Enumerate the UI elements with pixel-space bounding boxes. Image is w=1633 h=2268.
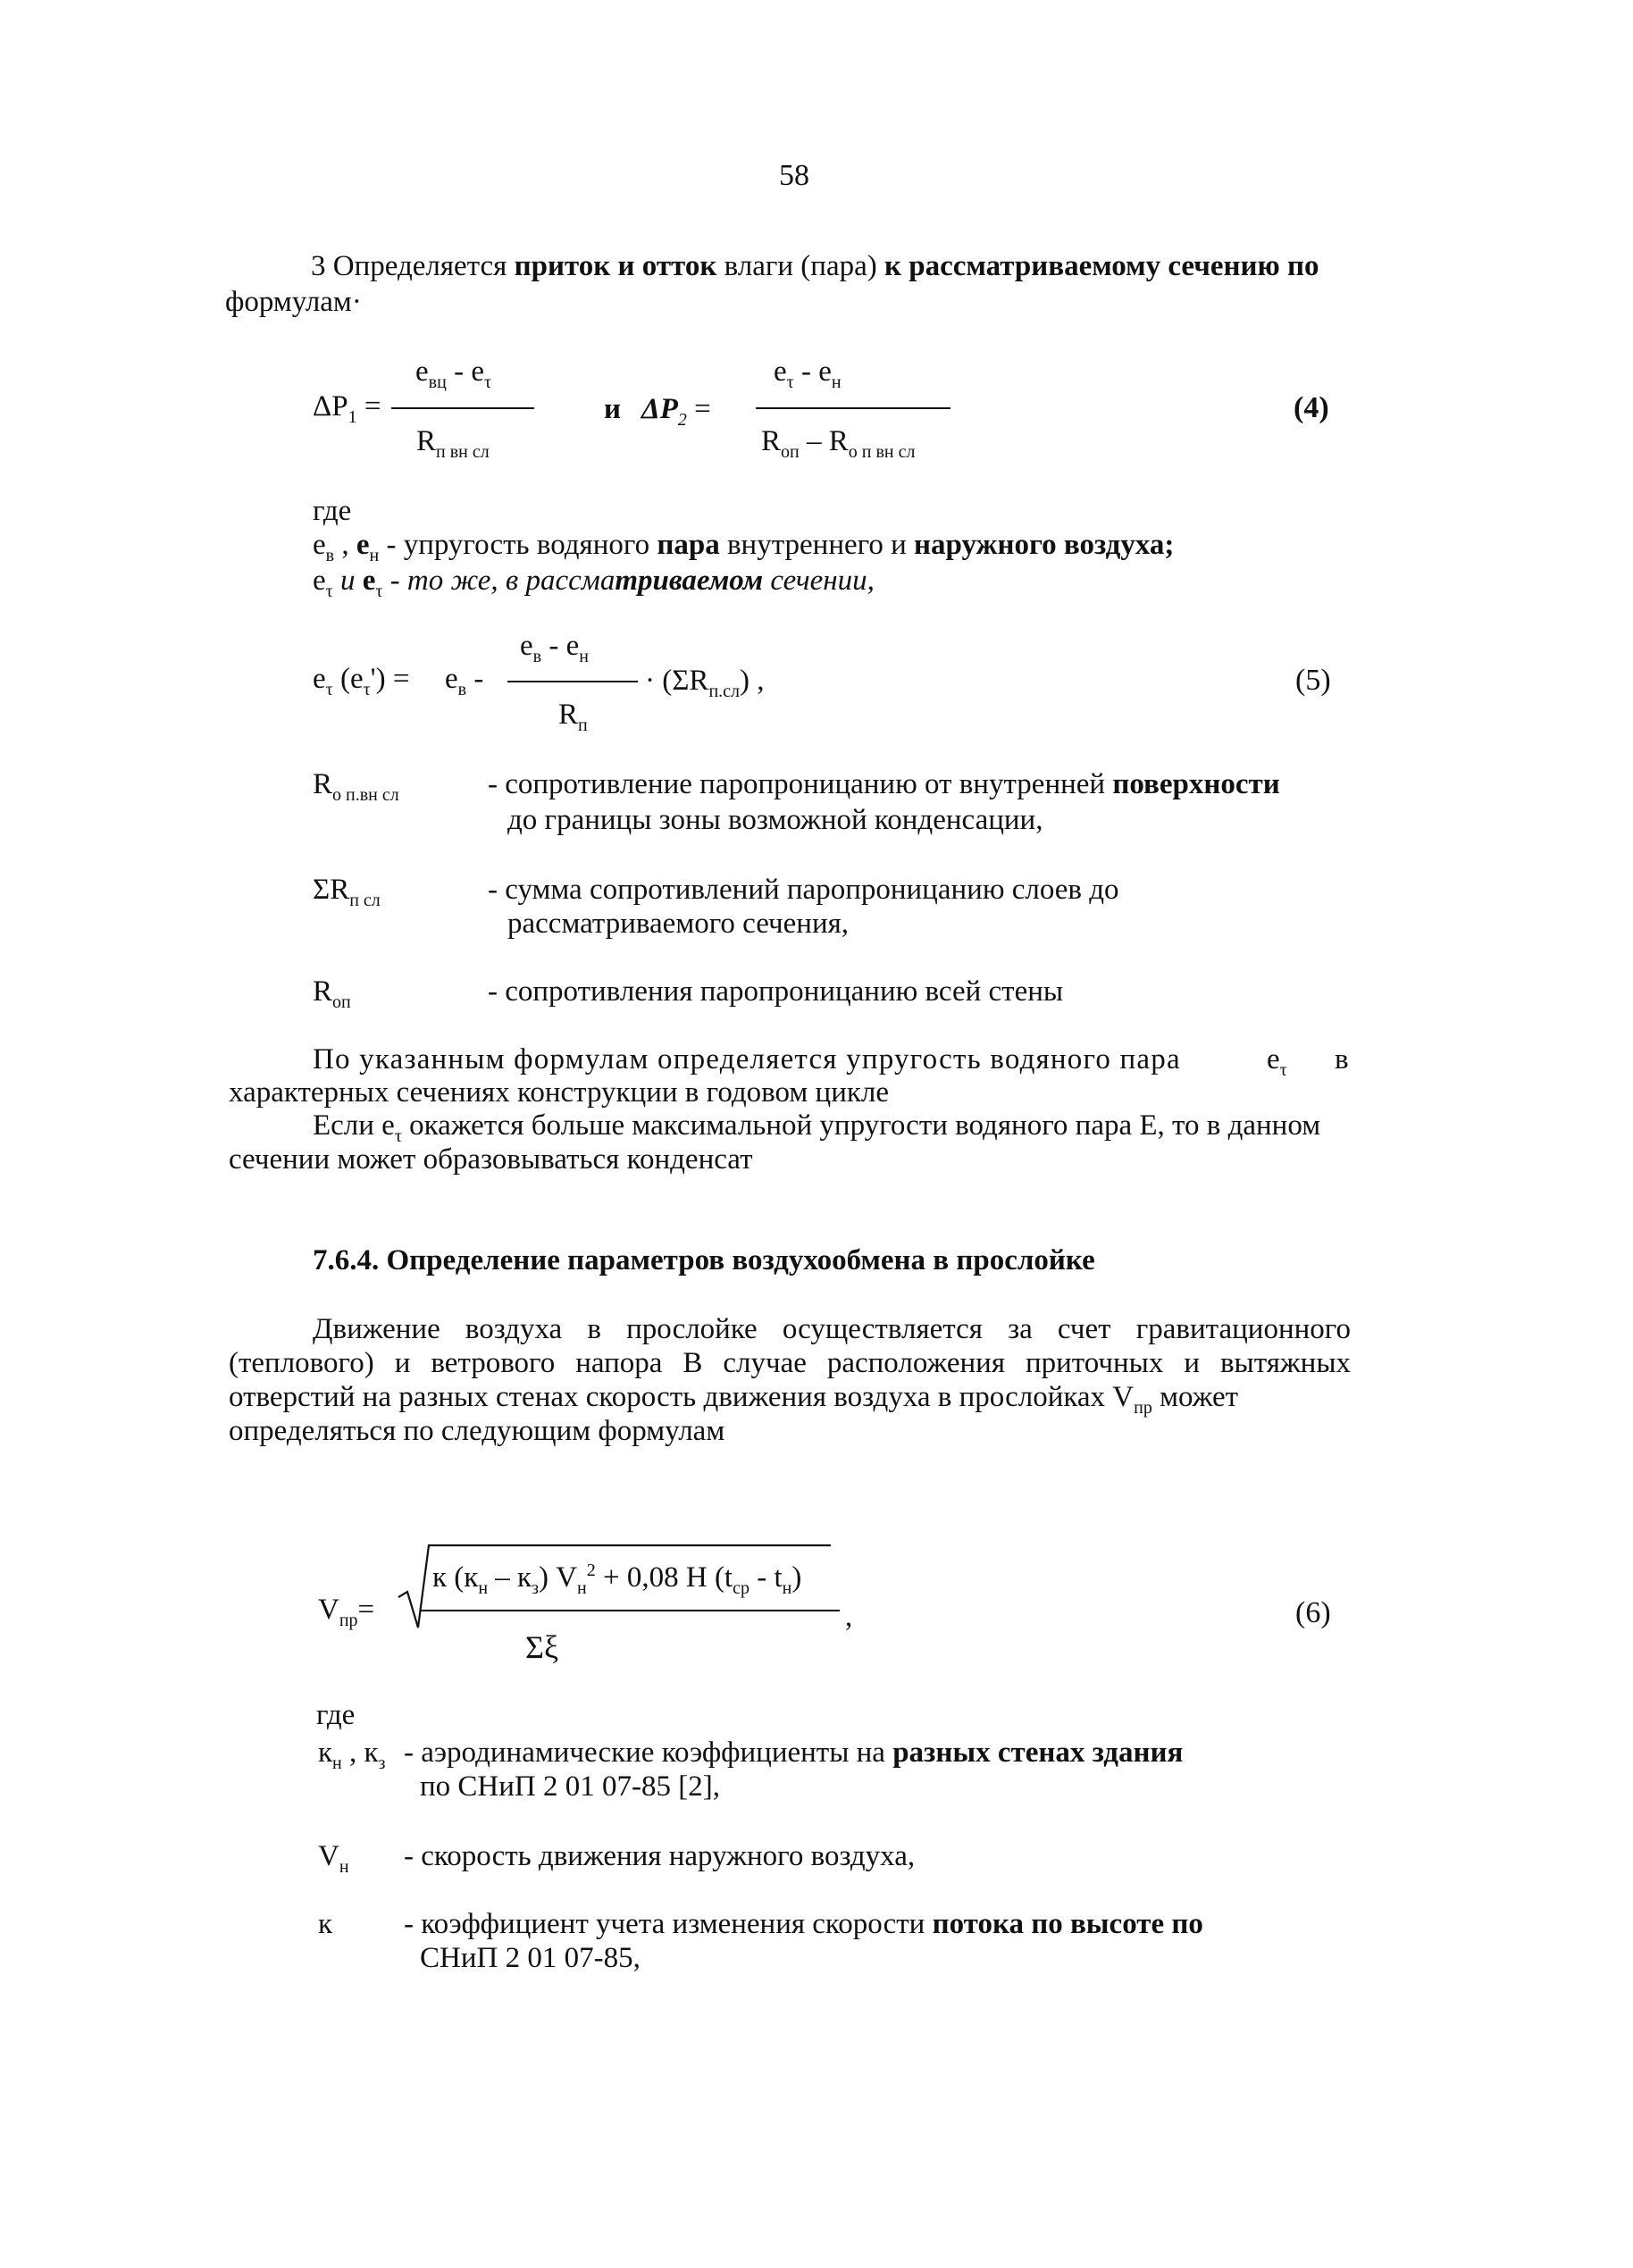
formula5-tail: · $(\Sigma R_{п.сл})$ , xyxy=(645,665,765,701)
para-after-line3: Если $e_\tau$ окажется больше максимальной упругости водяного пара Е, то в данном xyxy=(313,1109,1321,1146)
formula4-number: (4) xyxy=(1294,391,1329,424)
formula6-lhs: $V_{пр}=$ xyxy=(318,1594,375,1630)
para-motion-line2: (теплового) и ветрового напора В случае расположения приточных и вытяжных xyxy=(229,1347,1351,1379)
where2-item1-text-line2: по СНиП 2 01 07-85 [2], xyxy=(420,1770,720,1803)
def2-symbol: $\Sigma R_{п сл}$ xyxy=(313,874,381,910)
formula5-lhs: $e_\tau$ $(e_\tau')$ = xyxy=(313,663,410,699)
section-heading: 7.6.4. Определение параметров воздухообмена в прослойке xyxy=(313,1244,1095,1276)
formula6-comma: , xyxy=(845,1601,853,1633)
para-after-line2: характерных сечениях конструкции в годовом цикле xyxy=(229,1076,890,1109)
where2-label: где xyxy=(316,1699,356,1731)
formula4-lhs2: $\Delta P_2$ = xyxy=(641,393,711,430)
formula4-num2: $e_\tau - e_н$ xyxy=(774,356,842,392)
def3-symbol: $R_{оп}$ xyxy=(313,975,351,1012)
def3-text-line1: - сопротивления паропроницанию всей стены xyxy=(488,975,1064,1008)
formula5-number: (5) xyxy=(1295,664,1331,697)
para3-line2: формулам· xyxy=(225,286,362,318)
para-after-line1: По указанным формулам определяется упругость водяного пара xyxy=(313,1043,1181,1075)
formula4-fraction-bar-2 xyxy=(756,407,950,409)
where1-line1: $e_в$ , $e_н$ - упругость водяного пара внутреннего и наружного воздуха; xyxy=(313,529,1175,565)
formula6-number: (6) xyxy=(1295,1596,1331,1629)
para-after-line4: сечении может образовываться конденсат xyxy=(229,1143,753,1176)
formula5-den: $R_п$ xyxy=(558,699,588,735)
where2-item3-symbol: к xyxy=(318,1908,333,1940)
where1-label: где xyxy=(313,495,352,527)
para-motion-line1: Движение воздуха в прослойке осуществляется за счет гравитационного xyxy=(313,1313,1351,1345)
where2-item2-symbol: $V_н$ xyxy=(318,1840,349,1877)
def1-text-line1: - сопротивление паропроницанию от внутренней поверхности xyxy=(488,768,1280,800)
formula6-den: Σξ xyxy=(525,1629,559,1665)
where1-line2: $e_\tau$ и $e_\tau$ - то же, в рассматриваемом сечении, xyxy=(313,565,875,601)
formula4-num1: $e_{вц} - e_\tau$ xyxy=(415,356,492,392)
def1-symbol: $R_{о п.вн сл}$ xyxy=(313,768,399,805)
formula6-fraction-bar xyxy=(420,1610,840,1611)
where2-item3-text-line1: - коэффициент учета изменения скорости потока по высоте по xyxy=(404,1908,1203,1940)
formula6-num: к $(к_н - к_з) V_н^2 + 0,08$ Н $(t_{ср} - t_н)$ xyxy=(432,1561,802,1598)
para-after-b: в xyxy=(1335,1043,1349,1075)
para3-line1: 3 Определяется приток и отток влаги (пара) к рассматриваемому сечению по xyxy=(311,250,1319,282)
para-motion-line4: определяться по следующим формулам xyxy=(229,1415,725,1447)
formula4-den2: $R_{оп} - R_{о п вн сл}$ xyxy=(761,425,916,462)
where2-item1-text-line1: - аэродинамические коэффициенты на разных стенах здания xyxy=(404,1737,1184,1769)
formula4-den1: $R_{п вн сл}$ xyxy=(416,425,490,462)
formula5-num: $e_в - e_н$ xyxy=(520,630,589,666)
formula4-lhs1: $\Delta P_1$ = xyxy=(313,390,381,427)
where2-item2-text-line1: - скорость движения наружного воздуха, xyxy=(404,1840,916,1872)
def2-text-line1: - сумма сопротивлений паропроницанию слоев до xyxy=(488,874,1119,906)
para-motion-line3: отверстий на разных стенах скорость движения воздуха в прослойках $V_{пр}$ может xyxy=(229,1381,1239,1418)
formula5-eb: $e_в$ - xyxy=(445,663,484,699)
def2-text-line2: рассматриваемого сечения, xyxy=(507,908,850,940)
def1-text-line2: до границы зоны возможной конденсации, xyxy=(507,804,1043,836)
formula4-conj: и xyxy=(604,393,622,425)
para-after-sym: $e_\tau$ xyxy=(1267,1043,1287,1080)
where2-item1-symbol: $к_н$ , $к_з$ xyxy=(318,1737,386,1773)
formula5-fraction-bar xyxy=(507,681,638,682)
page-number: 58 xyxy=(779,159,809,192)
where2-item3-text-line2: СНиП 2 01 07-85, xyxy=(420,1942,641,1974)
formula4-fraction-bar-1 xyxy=(391,407,534,409)
